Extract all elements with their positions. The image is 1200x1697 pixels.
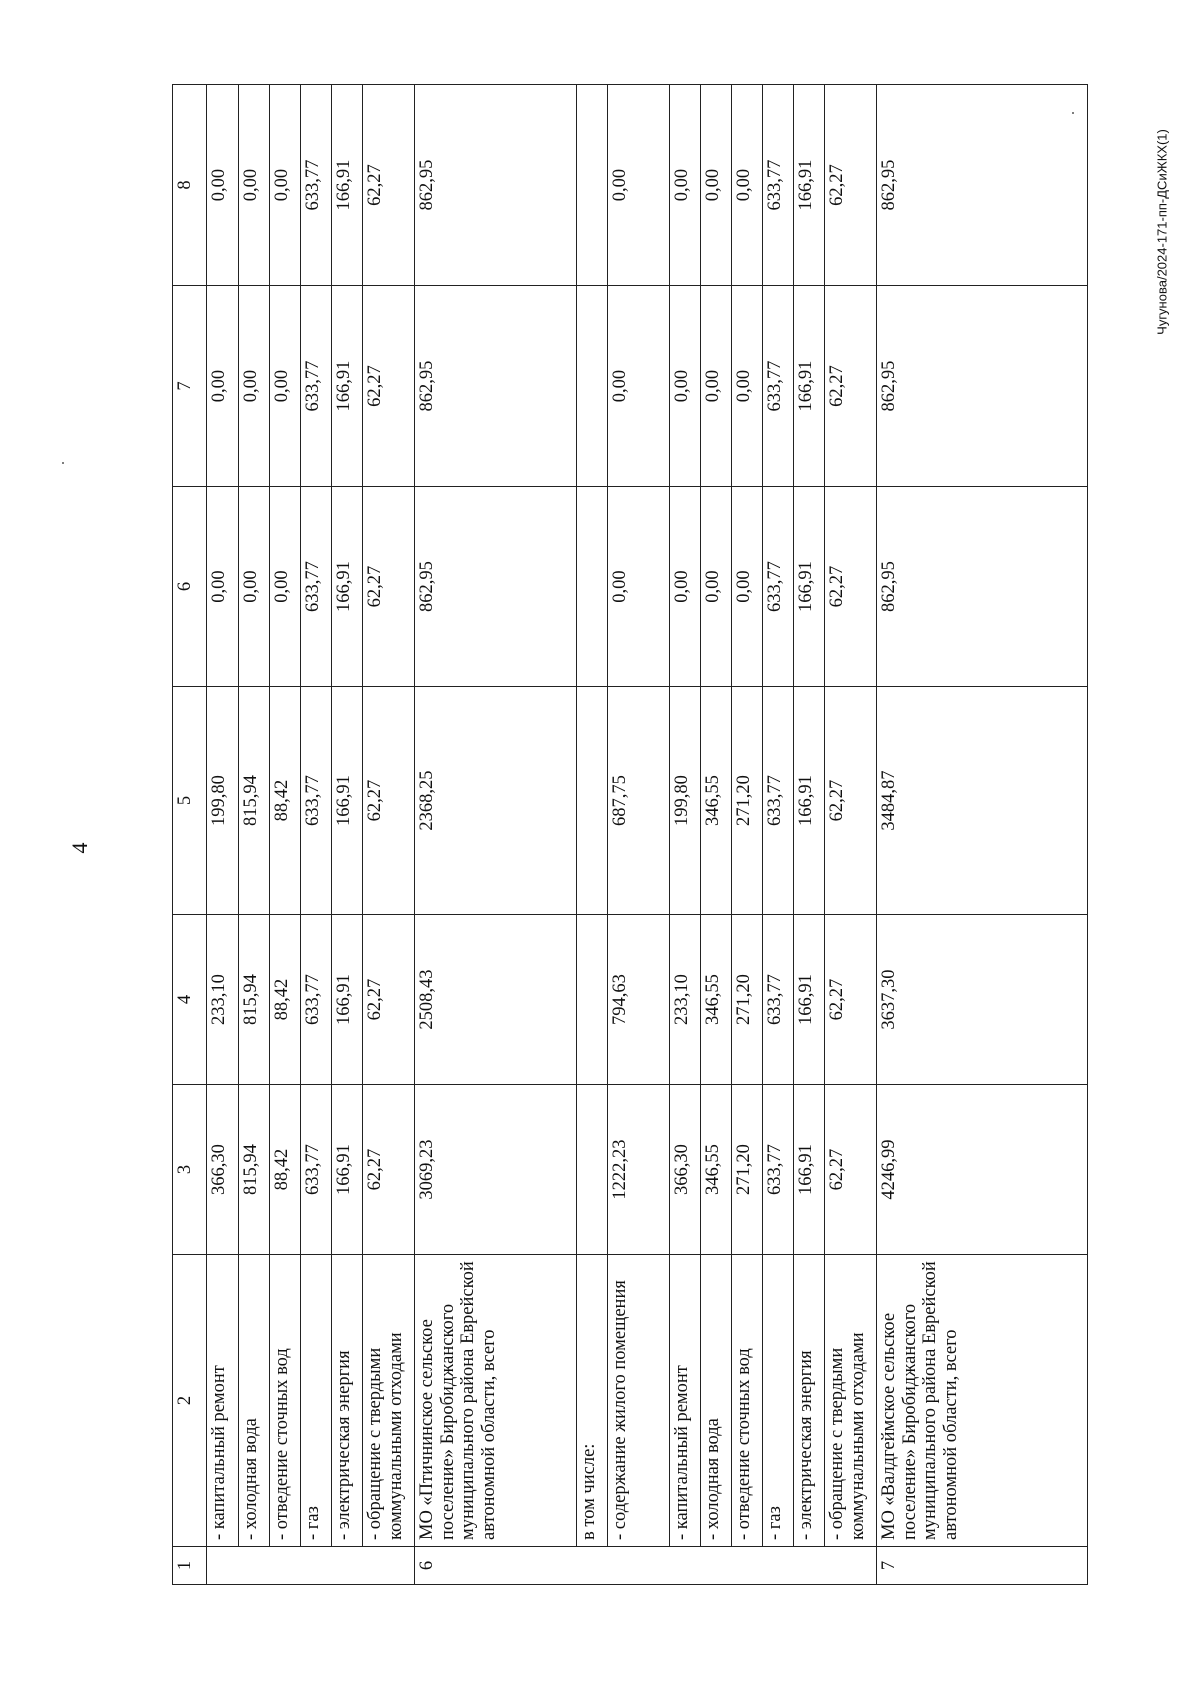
value-cell: 62,27	[363, 1085, 415, 1255]
row-name: - электрическая энергия	[332, 1255, 363, 1547]
table-row	[877, 85, 1088, 1585]
value-cell	[577, 1085, 608, 1255]
value-cell: 0,00	[732, 487, 763, 687]
row-index	[608, 1547, 670, 1585]
value-cell: 233,10	[670, 915, 701, 1085]
value-cell: 88,42	[270, 1085, 301, 1255]
table-row	[670, 85, 701, 1585]
value-cell: 0,00	[207, 85, 239, 286]
value-cell: 346,55	[701, 687, 732, 915]
value-cell	[577, 487, 608, 687]
value-cell: 62,27	[825, 687, 877, 915]
header-cell: 7	[173, 286, 207, 487]
value-cell: 633,77	[763, 687, 794, 915]
page-number: 4	[67, 842, 92, 854]
header-cell: 2	[173, 1255, 207, 1547]
table-row	[608, 85, 670, 1585]
table-row	[332, 85, 363, 1585]
table-row	[763, 85, 794, 1585]
row-name: МО «Валдгеймское сельское поселение» Биробиджанского муниципального района Еврейской автономной области, всего	[877, 1255, 1088, 1547]
value-cell: 862,95	[415, 85, 577, 286]
row-index	[763, 1547, 794, 1585]
value-cell: 0,00	[732, 85, 763, 286]
value-cell: 366,30	[670, 1085, 701, 1255]
value-cell: 2508,43	[415, 915, 577, 1085]
value-cell: 62,27	[825, 487, 877, 687]
value-cell: 0,00	[701, 487, 732, 687]
value-cell: 4246,99	[877, 1085, 1088, 1255]
value-cell: 62,27	[825, 286, 877, 487]
table-row	[577, 85, 608, 1585]
value-cell: 62,27	[363, 85, 415, 286]
value-cell: 633,77	[763, 286, 794, 487]
row-index	[363, 1547, 415, 1585]
value-cell: 166,91	[332, 1085, 363, 1255]
value-cell: 0,00	[608, 85, 670, 286]
row-name: - электрическая энергия	[794, 1255, 825, 1547]
value-cell: 62,27	[363, 687, 415, 915]
value-cell: 862,95	[415, 286, 577, 487]
value-cell: 62,27	[825, 1085, 877, 1255]
value-cell: 88,42	[270, 687, 301, 915]
header-cell: 6	[173, 487, 207, 687]
value-cell: 0,00	[239, 286, 270, 487]
row-index	[239, 1547, 270, 1585]
table-row	[701, 85, 732, 1585]
row-index	[825, 1547, 877, 1585]
value-cell: 0,00	[270, 85, 301, 286]
row-name: - обращение с твердыми коммунальными отходами	[363, 1255, 415, 1547]
value-cell: 0,00	[670, 286, 701, 487]
value-cell: 3637,30	[877, 915, 1088, 1085]
table-row	[415, 85, 577, 1585]
row-index	[332, 1547, 363, 1585]
row-name: в том числе:	[577, 1255, 608, 1547]
value-cell	[577, 286, 608, 487]
row-index	[270, 1547, 301, 1585]
tariff-table	[172, 84, 1088, 1585]
row-index: 6	[415, 1547, 577, 1585]
value-cell: 0,00	[732, 286, 763, 487]
value-cell: 633,77	[301, 487, 332, 687]
row-index	[207, 1547, 239, 1585]
row-name: - газ	[301, 1255, 332, 1547]
value-cell: 815,94	[239, 1085, 270, 1255]
value-cell: 0,00	[270, 286, 301, 487]
value-cell: 166,91	[794, 1085, 825, 1255]
value-cell: 166,91	[794, 85, 825, 286]
row-name: МО «Птичнинское сельское поселение» Биробиджанского муниципального района Еврейской автономной области, всего	[415, 1255, 577, 1547]
value-cell: 0,00	[270, 487, 301, 687]
value-cell: 633,77	[301, 286, 332, 487]
value-cell: 633,77	[301, 915, 332, 1085]
row-name: - газ	[763, 1255, 794, 1547]
row-name: - отведение сточных вод	[732, 1255, 763, 1547]
value-cell: 3484,87	[877, 687, 1088, 915]
value-cell: 166,91	[794, 687, 825, 915]
value-cell: 62,27	[825, 915, 877, 1085]
value-cell: 62,27	[363, 915, 415, 1085]
row-index	[577, 1547, 608, 1585]
value-cell: 3069,23	[415, 1085, 577, 1255]
value-cell: 633,77	[763, 487, 794, 687]
row-index	[794, 1547, 825, 1585]
value-cell	[577, 915, 608, 1085]
row-name: - обращение с твердыми коммунальными отходами	[825, 1255, 877, 1547]
value-cell: 0,00	[701, 85, 732, 286]
value-cell: 633,77	[763, 85, 794, 286]
value-cell: 633,77	[763, 915, 794, 1085]
table-row	[732, 85, 763, 1585]
value-cell	[577, 687, 608, 915]
value-cell: 166,91	[332, 687, 363, 915]
row-index	[301, 1547, 332, 1585]
value-cell: 0,00	[239, 487, 270, 687]
value-cell: 862,95	[877, 286, 1088, 487]
row-index	[732, 1547, 763, 1585]
value-cell: 0,00	[239, 85, 270, 286]
value-cell: 166,91	[332, 85, 363, 286]
value-cell: 166,91	[332, 915, 363, 1085]
value-cell: 633,77	[301, 85, 332, 286]
row-name: - содержание жилого помещения	[608, 1255, 670, 1547]
row-index: 7	[877, 1547, 1088, 1585]
value-cell: 166,91	[794, 286, 825, 487]
value-cell: 233,10	[207, 915, 239, 1085]
value-cell: 0,00	[670, 487, 701, 687]
value-cell: 62,27	[363, 487, 415, 687]
value-cell: 366,30	[207, 1085, 239, 1255]
value-cell: 0,00	[207, 487, 239, 687]
value-cell: 0,00	[670, 85, 701, 286]
document-code: Чугунова/2024-171-пп-ДСиЖКХ(1)	[1154, 129, 1170, 335]
table-row	[301, 85, 332, 1585]
row-name: - капитальный ремонт	[670, 1255, 701, 1547]
value-cell	[577, 85, 608, 286]
value-cell: 346,55	[701, 915, 732, 1085]
header-cell: 5	[173, 687, 207, 915]
header-cell: 4	[173, 915, 207, 1085]
header-cell: 3	[173, 1085, 207, 1255]
value-cell: 166,91	[794, 915, 825, 1085]
scan-speck	[62, 462, 64, 464]
value-cell: 862,95	[877, 487, 1088, 687]
value-cell: 166,91	[332, 487, 363, 687]
row-name: - холодная вода	[701, 1255, 732, 1547]
row-name: - капитальный ремонт	[207, 1255, 239, 1547]
header-row	[173, 85, 207, 1585]
value-cell: 815,94	[239, 915, 270, 1085]
row-index	[670, 1547, 701, 1585]
value-cell: 62,27	[825, 85, 877, 286]
table-row	[270, 85, 301, 1585]
value-cell: 633,77	[763, 1085, 794, 1255]
table-row	[825, 85, 877, 1585]
table-row	[363, 85, 415, 1585]
value-cell: 166,91	[332, 286, 363, 487]
row-index	[701, 1547, 732, 1585]
table-row	[239, 85, 270, 1585]
data-table-rotated	[172, 85, 1088, 1585]
row-name: - холодная вода	[239, 1255, 270, 1547]
value-cell: 862,95	[877, 85, 1088, 286]
value-cell: 199,80	[670, 687, 701, 915]
value-cell: 687,75	[608, 687, 670, 915]
value-cell: 166,91	[794, 487, 825, 687]
table-row	[207, 85, 239, 1585]
value-cell: 0,00	[207, 286, 239, 487]
value-cell: 0,00	[701, 286, 732, 487]
value-cell: 0,00	[608, 487, 670, 687]
value-cell: 2368,25	[415, 687, 577, 915]
value-cell: 862,95	[415, 487, 577, 687]
value-cell: 199,80	[207, 687, 239, 915]
value-cell: 271,20	[732, 1085, 763, 1255]
header-cell: 8	[173, 85, 207, 286]
value-cell: 794,63	[608, 915, 670, 1085]
value-cell: 346,55	[701, 1085, 732, 1255]
header-cell: 1	[173, 1547, 207, 1585]
value-cell: 271,20	[732, 687, 763, 915]
value-cell: 633,77	[301, 687, 332, 915]
value-cell: 88,42	[270, 915, 301, 1085]
row-name: - отведение сточных вод	[270, 1255, 301, 1547]
value-cell: 271,20	[732, 915, 763, 1085]
value-cell: 0,00	[608, 286, 670, 487]
value-cell: 62,27	[363, 286, 415, 487]
table-row	[794, 85, 825, 1585]
value-cell: 815,94	[239, 687, 270, 915]
value-cell: 1222,23	[608, 1085, 670, 1255]
value-cell: 633,77	[301, 1085, 332, 1255]
